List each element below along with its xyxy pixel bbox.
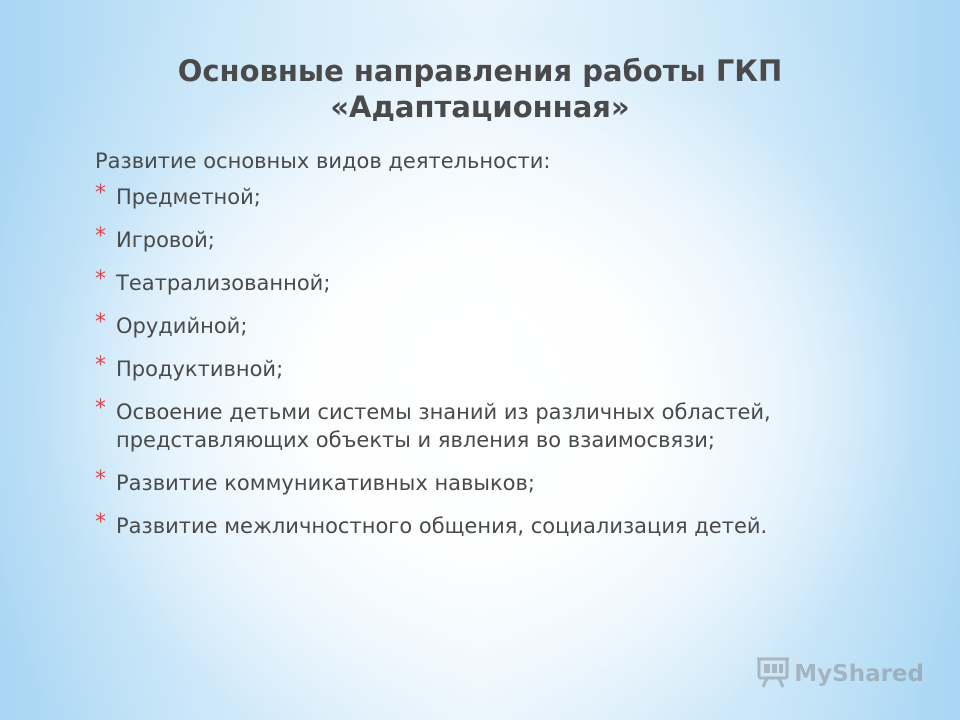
slide-title — [60, 53, 900, 125]
list-item-text: Развитие коммуникативных навыков; — [116, 471, 535, 495]
asterisk-bullet-icon: * — [95, 396, 106, 421]
presentation-board-icon — [756, 656, 790, 692]
slide-title-line-2: «Адаптационная» — [330, 90, 630, 124]
slide-title-line-1: Основные направления работы ГКП — [177, 54, 783, 88]
list-item-text: Театрализованной; — [116, 271, 331, 295]
asterisk-bullet-icon: * — [95, 181, 106, 206]
list-item — [95, 312, 895, 340]
list-item — [95, 183, 895, 211]
list-item-text: Орудийной; — [116, 314, 248, 338]
asterisk-bullet-icon: * — [95, 353, 106, 378]
list-item-text: Развитие межличностного общения, социализация детей. — [116, 514, 768, 538]
asterisk-bullet-icon: * — [95, 224, 106, 249]
list-item — [95, 469, 895, 497]
bullet-list — [95, 183, 895, 540]
slide-intro: Развитие основных видов деятельности: — [95, 149, 551, 173]
asterisk-bullet-icon: * — [95, 267, 106, 292]
list-item-text: Предметной; — [116, 185, 261, 209]
watermark-text — [794, 661, 924, 687]
slide-content — [95, 147, 895, 555]
list-item — [95, 226, 895, 254]
asterisk-bullet-icon: * — [95, 467, 106, 492]
asterisk-bullet-icon: * — [95, 310, 106, 335]
list-item — [95, 355, 895, 383]
list-item — [95, 512, 895, 540]
watermark-text-shared: Shared — [832, 661, 924, 687]
list-item — [95, 398, 895, 454]
list-item — [95, 269, 895, 297]
list-item-text: Продуктивной; — [116, 357, 284, 381]
list-item-text: Освоение детьми системы знаний из различных областей, представляющих объекты и явления во взаимосвязи; — [116, 400, 771, 452]
list-item-text: Игровой; — [116, 228, 215, 252]
mysharedwatermark — [756, 656, 924, 692]
asterisk-bullet-icon: * — [95, 510, 106, 535]
watermark-text-my: My — [794, 661, 833, 687]
